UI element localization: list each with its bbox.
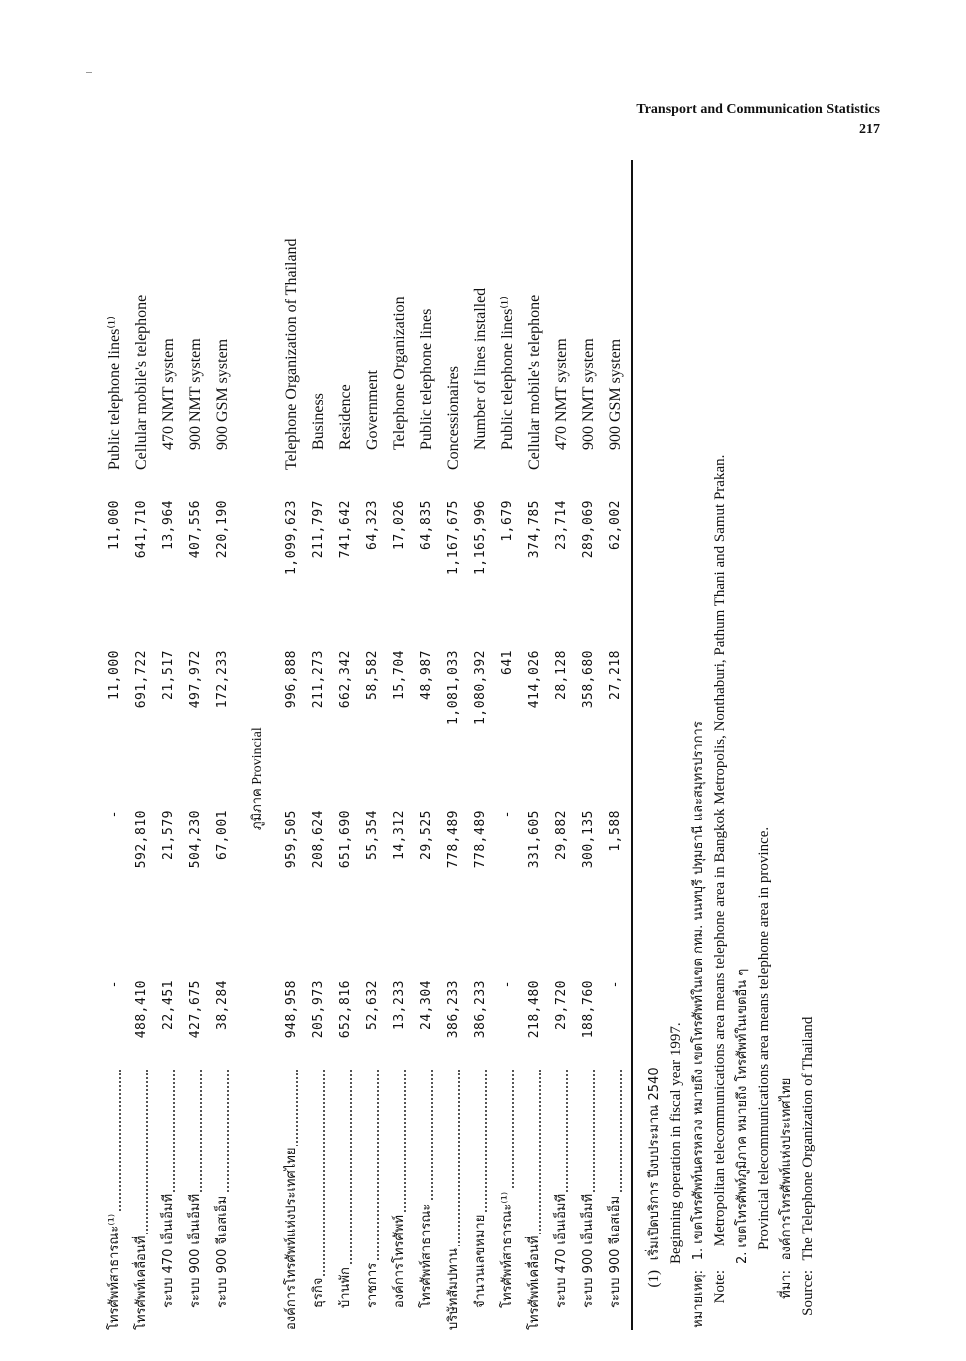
table-row: [334, 160, 358, 1330]
value-cell: 48,987: [419, 650, 434, 700]
running-title: Transport and Communication Statistics: [636, 102, 880, 117]
table-row: [103, 160, 127, 1330]
value-cell: 172,233: [215, 650, 230, 709]
value-cell: 15,704: [392, 650, 407, 700]
row-label-english: 900 NMT system: [187, 338, 204, 450]
value-cell: 959,505: [284, 810, 299, 869]
value-cell: 741,642: [338, 500, 353, 559]
row-label-english: Telephone Organization: [391, 296, 408, 450]
value-cell: 1,080,392: [473, 650, 488, 725]
remark-label: หมายเหตุ:: [691, 1270, 706, 1328]
source-english: Source: The Telephone Organization of Thailand: [797, 1017, 819, 1330]
value-cell: 188,760: [581, 980, 596, 1039]
footnote-thai: (1) เริ่มเปิดบริการ ปีงบประมาณ 2540: [643, 1067, 665, 1330]
value-cell: 55,354: [365, 810, 380, 860]
value-cell: 11,000: [107, 500, 122, 550]
row-label-english: Residence: [337, 384, 354, 450]
row-label-thai: โทรศัพท์สาธารณะ: [415, 1070, 439, 1308]
page-number: 217: [859, 122, 880, 137]
scan-mark: [86, 72, 92, 73]
row-label-thai: ระบบ 900 จีเอสเอ็ม: [211, 1070, 235, 1308]
value-cell: 208,624: [311, 810, 326, 869]
row-label-thai: บ้านพัก: [334, 1070, 358, 1308]
value-cell: 358,680: [581, 650, 596, 709]
value-cell: 1,588: [608, 810, 623, 852]
remark-2-thai: 2. เขตโทรศัพท์ภูมิภาค หมายถึง โทรศัพท์ในเขตอื่น ๆ: [735, 968, 750, 1264]
row-label-thai: โทรศัพท์เคลื่อนที่: [130, 1070, 154, 1330]
value-cell: 29,882: [554, 810, 569, 860]
value-cell: 1,081,033: [446, 650, 461, 725]
remark-1-thai: หมายเหตุ: 1. เขตโทรศัพท์นครหลวง หมายถึง เขตโทรศัพท์ในเขต กทม. นนทบุรี ปทุมธานี และสมุทรปราการ: [687, 721, 709, 1330]
value-cell: 1,165,996: [473, 500, 488, 575]
row-label-thai: ระบบ 470 เอ็นเอ็มที: [157, 1070, 181, 1308]
table-row: [415, 160, 439, 1330]
table-row: [130, 160, 154, 1330]
row-label-thai: ราชการ: [361, 1070, 385, 1308]
value-cell: 948,958: [284, 980, 299, 1039]
table-row: [604, 160, 628, 1330]
note-2-english: Provincial telecommunications area means telephone area in province.: [756, 826, 772, 1250]
value-cell: 592,810: [134, 810, 149, 869]
value-cell: 24,304: [419, 980, 434, 1030]
value-cell: 662,342: [338, 650, 353, 709]
row-label-thai: ระบบ 900 เอ็นเอ็มที: [184, 1070, 208, 1308]
leader-dots: [323, 1070, 325, 1308]
table-row: [184, 160, 208, 1330]
row-label-thai: บริษัทสัมปทาน: [442, 1070, 466, 1330]
value-cell: 21,517: [161, 650, 176, 700]
value-cell: 205,973: [311, 980, 326, 1039]
value-cell: -: [608, 980, 623, 989]
value-cell: 22,451: [161, 980, 176, 1030]
row-label-english: 470 NMT system: [160, 338, 177, 450]
row-label-english: Public telephone lines⁽¹⁾: [106, 316, 123, 470]
source-thai: ที่มา: องค์การโทรศัพท์แห่งประเทศไทย: [775, 1078, 797, 1330]
row-label-thai: ระบบ 900 เอ็นเอ็มที: [577, 1070, 601, 1308]
value-cell: 407,556: [188, 500, 203, 559]
value-cell: 414,026: [527, 650, 542, 709]
value-cell: 1,167,675: [446, 500, 461, 575]
value-cell: 691,722: [134, 650, 149, 709]
value-cell: 62,002: [608, 500, 623, 550]
section-english: Provincial: [250, 727, 265, 785]
table-row: [442, 160, 466, 1330]
row-label-thai: ระบบ 900 จีเอสเอ็ม: [604, 1070, 628, 1308]
row-label-english: Cellular mobile's telephone: [526, 294, 543, 470]
table-row: [550, 160, 574, 1330]
row-label-thai: องค์การโทรศัพท์: [388, 1070, 412, 1308]
table-row: [280, 160, 304, 1330]
value-cell: 14,312: [392, 810, 407, 860]
row-label-english: Government: [364, 370, 381, 450]
value-cell: 211,797: [311, 500, 326, 559]
rotated-table-page: [95, 160, 816, 1330]
table-row: [157, 160, 181, 1330]
value-cell: 641,710: [134, 500, 149, 559]
value-cell: 652,816: [338, 980, 353, 1039]
source-label-thai: ที่มา:: [779, 1270, 794, 1299]
value-cell: -: [500, 810, 515, 819]
row-label-english: Telephone Organization of Thailand: [283, 238, 300, 470]
value-cell: 374,785: [527, 500, 542, 559]
page-header: [636, 100, 880, 140]
row-label-english: 470 NMT system: [553, 338, 570, 450]
value-cell: 651,690: [338, 810, 353, 869]
value-cell: 13,233: [392, 980, 407, 1030]
row-label-english: Cellular mobile's telephone: [133, 294, 150, 470]
footnote-number: (1): [646, 1270, 662, 1288]
value-cell: -: [107, 810, 122, 819]
value-cell: 67,001: [215, 810, 230, 860]
value-cell: 17,026: [392, 500, 407, 550]
value-cell: 1,099,623: [284, 500, 299, 575]
value-cell: 28,128: [554, 650, 569, 700]
value-cell: 38,284: [215, 980, 230, 1030]
row-label-english: Public telephone lines: [418, 308, 435, 450]
section-thai: ภูมิภาค: [250, 788, 265, 830]
value-cell: 289,069: [581, 500, 596, 559]
row-label-thai: จำนวนเลขหมาย: [469, 1070, 493, 1308]
table-row: [469, 160, 493, 1330]
table-row: [211, 160, 235, 1330]
value-cell: 641: [500, 650, 515, 675]
value-cell: 29,525: [419, 810, 434, 860]
table-row: [361, 160, 385, 1330]
value-cell: 386,233: [473, 980, 488, 1039]
value-cell: 64,835: [419, 500, 434, 550]
row-label-thai: ระบบ 470 เอ็นเอ็มที: [550, 1070, 574, 1308]
value-cell: 29,720: [554, 980, 569, 1030]
row-label-english: Business: [310, 393, 327, 450]
value-cell: 21,579: [161, 810, 176, 860]
value-cell: 27,218: [608, 650, 623, 700]
value-cell: 1,679: [500, 500, 515, 542]
table-bottom-rule: [631, 160, 633, 1330]
row-label-english: Public telephone lines⁽¹⁾: [499, 296, 516, 450]
value-cell: 778,489: [446, 810, 461, 869]
row-label-english: 900 GSM system: [607, 338, 624, 450]
value-cell: 497,972: [188, 650, 203, 709]
row-label-english: 900 NMT system: [580, 338, 597, 450]
value-cell: 331,605: [527, 810, 542, 869]
table-row: [307, 160, 331, 1330]
table-row: [577, 160, 601, 1330]
table-row: [523, 160, 547, 1330]
value-cell: 778,489: [473, 810, 488, 869]
value-cell: 11,000: [107, 650, 122, 700]
note-1-english: Note: Metropolitan telecommunications area means telephone area in Bangkok Metropolis, Nonthaburi, Pathum Thani and Samut Prakan.: [709, 455, 731, 1330]
value-cell: 996,888: [284, 650, 299, 709]
value-cell: 504,230: [188, 810, 203, 869]
row-label-thai: โทรศัพท์เคลื่อนที่: [523, 1070, 547, 1330]
row-label-thai: โทรศัพท์สาธารณะ⁽¹⁾: [103, 1070, 127, 1330]
value-cell: 386,233: [446, 980, 461, 1039]
row-label-thai: ธุรกิจ: [307, 1070, 331, 1308]
table-row: [388, 160, 412, 1330]
row-label-english: 900 GSM system: [214, 338, 231, 450]
value-cell: 488,410: [134, 980, 149, 1039]
value-cell: 23,714: [554, 500, 569, 550]
value-cell: 52,632: [365, 980, 380, 1030]
value-cell: 58,582: [365, 650, 380, 700]
value-cell: 427,675: [188, 980, 203, 1039]
value-cell: 64,323: [365, 500, 380, 550]
value-cell: -: [500, 980, 515, 989]
footnote-english: Beginning operation in fiscal year 1997.: [668, 1022, 684, 1264]
note-label: Note:: [712, 1270, 728, 1304]
value-cell: 13,964: [161, 500, 176, 550]
value-cell: 211,273: [311, 650, 326, 709]
row-label-english: Number of lines installed: [472, 287, 489, 450]
value-cell: 220,190: [215, 500, 230, 559]
value-cell: 218,480: [527, 980, 542, 1039]
row-label-thai: โทรศัพท์สาธารณะ⁽¹⁾: [496, 1070, 520, 1308]
value-cell: 300,135: [581, 810, 596, 869]
section-heading-provincial: [246, 650, 270, 830]
row-label-thai: องค์การโทรศัพท์แห่งประเทศไทย: [280, 1070, 304, 1330]
source-label: Source:: [800, 1270, 816, 1316]
table-row: [496, 160, 520, 1330]
row-label-english: Concessionaires: [445, 366, 462, 470]
value-cell: -: [107, 980, 122, 989]
